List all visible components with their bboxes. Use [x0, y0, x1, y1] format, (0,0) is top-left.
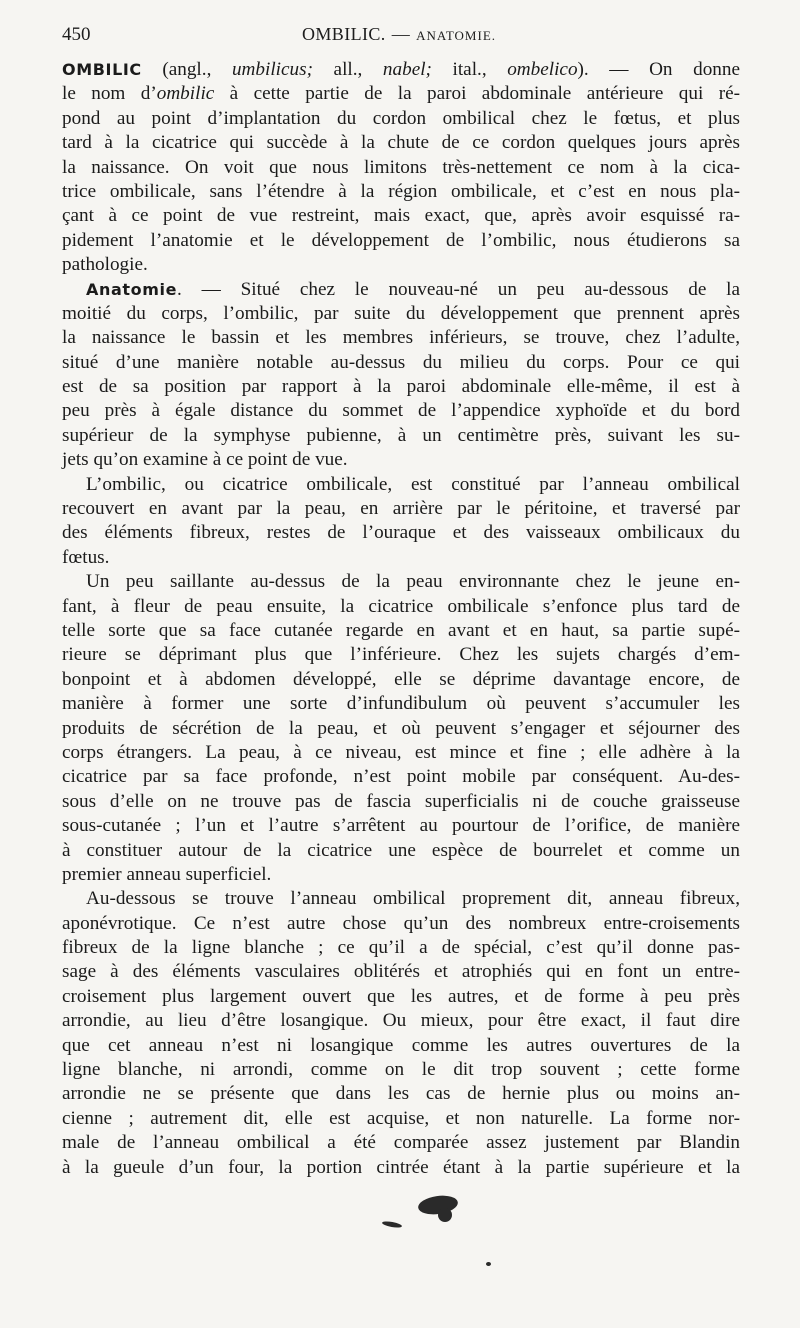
text-line — [62, 960, 740, 984]
text-line — [62, 668, 740, 692]
page-header — [62, 22, 740, 50]
text-line — [62, 253, 740, 277]
text-run: Au-dessous se trouve l’anneau ombilical proprement dit, anneau fibreux, — [86, 888, 740, 910]
text-line — [62, 863, 740, 887]
text-line — [62, 58, 740, 82]
text-line — [62, 326, 740, 350]
page-number: 450 — [62, 24, 91, 45]
text-run: rieure se déprimant plus que l’inférieure. Chez les sujets chargés d’em- — [62, 644, 740, 666]
text-run: sous d’elle on ne trouve pas de fascia superficialis ni de couche graisseuse — [62, 790, 740, 812]
text-run: à cette partie de la paroi abdominale antérieure qui ré- — [214, 83, 740, 105]
text-run: est de sa position par rapport à la paroi abdominale elle-même, il est à — [62, 376, 740, 398]
text-line — [62, 375, 740, 399]
running-head-separator: — — [391, 24, 411, 44]
text-run: pidement l’anatomie et le développement de l’ombilic, nous étudierons sa — [62, 229, 740, 251]
text-run: (angl., — [141, 59, 232, 80]
italic-term: ombilic — [156, 83, 215, 105]
text-line — [62, 619, 740, 643]
text-line — [62, 1156, 740, 1180]
text-line — [62, 82, 740, 106]
text-run: tard à la cicatrice qui succède à la chute de ce cordon quelques jours après — [62, 132, 740, 154]
text-line — [62, 278, 740, 302]
text-line — [62, 107, 740, 131]
text-run: supérieur de la symphyse pubienne, à un centimètre près, suivant les su- — [62, 424, 740, 446]
text-line — [62, 473, 740, 497]
running-title: OMBILIC. — [302, 24, 386, 44]
text-run: sage à des éléments vasculaires oblitérés et atrophiés qui en font un entre- — [62, 961, 740, 983]
text-line — [62, 912, 740, 936]
text-line — [62, 156, 740, 180]
text-run: all., — [312, 59, 383, 80]
text-line — [62, 741, 740, 765]
ink-blot — [438, 1208, 452, 1222]
text-run: produits de sécrétion de la peau, et où peuvent s’engager et séjourner des — [62, 717, 740, 739]
text-run: jets qu’on examine à ce point de vue. — [62, 449, 348, 471]
text-run: fœtus. — [62, 546, 110, 568]
entry-keyword: Anatomie — [86, 279, 178, 299]
text-line — [62, 448, 740, 472]
text-line — [62, 1107, 740, 1131]
text-line — [62, 643, 740, 667]
text-run: ligne blanche, ni arrondi, comme on le dit trop souvent ; cette forme — [62, 1059, 740, 1081]
text-run: fibreux de la ligne blanche ; ce qu’il a de spécial, c’est qu’il donne pas- — [62, 937, 740, 959]
italic-term: umbilicus; — [231, 59, 313, 80]
text-run: aponévrotique. Ce n’est autre chose qu’un des nombreux entre-croisements — [62, 912, 740, 934]
text-run: trice ombilicale, sans l’étendre à la région ombilicale, et c’est en nous pla- — [62, 180, 740, 202]
text-line — [62, 1131, 740, 1155]
text-run: pathologie. — [62, 254, 148, 276]
text-run: moitié du corps, l’ombilic, par suite du développement que prennent après — [62, 302, 740, 324]
text-run: la naissance le bassin et les membres inférieurs, se trouve, chez l’adulte, — [62, 327, 740, 349]
text-line — [62, 1082, 740, 1106]
text-line — [62, 424, 740, 448]
text-run: L’ombilic, ou cicatrice ombilicale, est constitué par l’anneau ombilical — [86, 473, 740, 495]
text-run: des éléments fibreux, restes de l’ouraque et des vaisseaux ombilicaux du — [62, 522, 740, 544]
running-section: ANATOMIE. — [416, 28, 497, 43]
text-run: Un peu saillante au-dessus de la peau environnante chez le jeune en- — [86, 571, 740, 593]
text-run: cicatrice par sa face profonde, n’est point mobile par conséquent. Au-des- — [62, 766, 740, 788]
text-run: la naissance. On voit que nous limitons très-nettement ce nom à la cica- — [62, 156, 740, 178]
text-line — [62, 521, 740, 545]
text-run: arrondie, au lieu d’être losangique. Ou mieux, pour être exact, il faut dire — [62, 1010, 740, 1032]
text-line — [62, 1009, 740, 1033]
text-run: corps étrangers. La peau, à ce niveau, est mince et fine ; elle adhère à la — [62, 741, 740, 763]
text-line — [62, 351, 740, 375]
ink-blot — [382, 1220, 403, 1228]
text-line — [62, 839, 740, 863]
text-run: ). — On donne — [577, 59, 740, 80]
text-run: recouvert en avant par la peau, en arrière par le péritoine, et traversé par — [62, 498, 740, 520]
italic-term: nabel; — [382, 59, 432, 80]
text-run: à constituer autour de la cicatrice une espèce de bourrelet et comme un — [62, 839, 740, 861]
entry-keyword: OMBILIC — [62, 60, 142, 79]
text-line — [62, 497, 740, 521]
text-run: premier anneau superficiel. — [62, 863, 272, 885]
text-run: pond au point d’implantation du cordon ombilical chez le fœtus, et plus — [62, 107, 740, 129]
text-line — [62, 570, 740, 594]
text-run: çant à ce point de vue restreint, mais exact, que, après avoir esquissé ra- — [62, 205, 740, 227]
text-line — [62, 595, 740, 619]
text-line — [62, 985, 740, 1009]
text-run: sous-cutanée ; l’un et l’autre s’arrêtent au pourtour de l’orifice, de manière — [62, 815, 740, 837]
text-run: . — Situé chez le nouveau-né un peu au-dessous de la — [177, 278, 740, 300]
text-run: fant, à fleur de peau ensuite, la cicatrice ombilicale s’enfonce plus tard de — [62, 595, 740, 617]
text-run: croisement plus largement ouvert que les autres, et de forme à peu près — [62, 985, 740, 1007]
text-line — [62, 887, 740, 911]
text-line — [62, 790, 740, 814]
text-line — [62, 1058, 740, 1082]
text-line — [62, 936, 740, 960]
text-line — [62, 717, 740, 741]
text-line — [62, 546, 740, 570]
text-run: telle sorte que sa face cutanée regarde en avant et en haut, sa partie supé- — [62, 619, 740, 641]
text-line — [62, 180, 740, 204]
text-line — [62, 131, 740, 155]
text-run: que cet anneau n’est ni losangique comme les autres ouvertures de la — [62, 1034, 740, 1056]
text-run: bonpoint et à abdomen développé, elle se déprime davantage encore, de — [62, 668, 740, 690]
article-body — [62, 58, 740, 1180]
text-run: à la gueule d’un four, la portion cintrée étant à la partie supérieure et la — [62, 1156, 740, 1178]
text-run: ital., — [431, 59, 508, 80]
text-line — [62, 229, 740, 253]
ink-blot — [486, 1262, 491, 1266]
text-line — [62, 302, 740, 326]
text-line — [62, 814, 740, 838]
text-run: peu près à égale distance du sommet de l’appendice xyphoïde et du bord — [62, 400, 740, 422]
text-run: arrondie ne se présente que dans les cas de hernie plus ou moins an- — [62, 1083, 740, 1105]
running-head — [302, 24, 496, 45]
text-run: manière à former une sorte d’infundibulum où peuvent s’accumuler les — [62, 693, 740, 715]
text-line — [62, 399, 740, 423]
text-line — [62, 1034, 740, 1058]
text-run: cienne ; autrement dit, elle est acquise, et non naturelle. La forme nor- — [62, 1107, 740, 1129]
text-line — [62, 204, 740, 228]
text-run: situé d’une manière notable au-dessus du milieu du corps. Pour ce qui — [62, 351, 740, 373]
text-run: le nom d’ — [62, 83, 157, 105]
italic-term: ombelico — [507, 59, 578, 80]
text-run: male de l’anneau ombilical a été comparée assez justement par Blandin — [62, 1132, 740, 1154]
text-line — [62, 765, 740, 789]
text-line — [62, 692, 740, 716]
